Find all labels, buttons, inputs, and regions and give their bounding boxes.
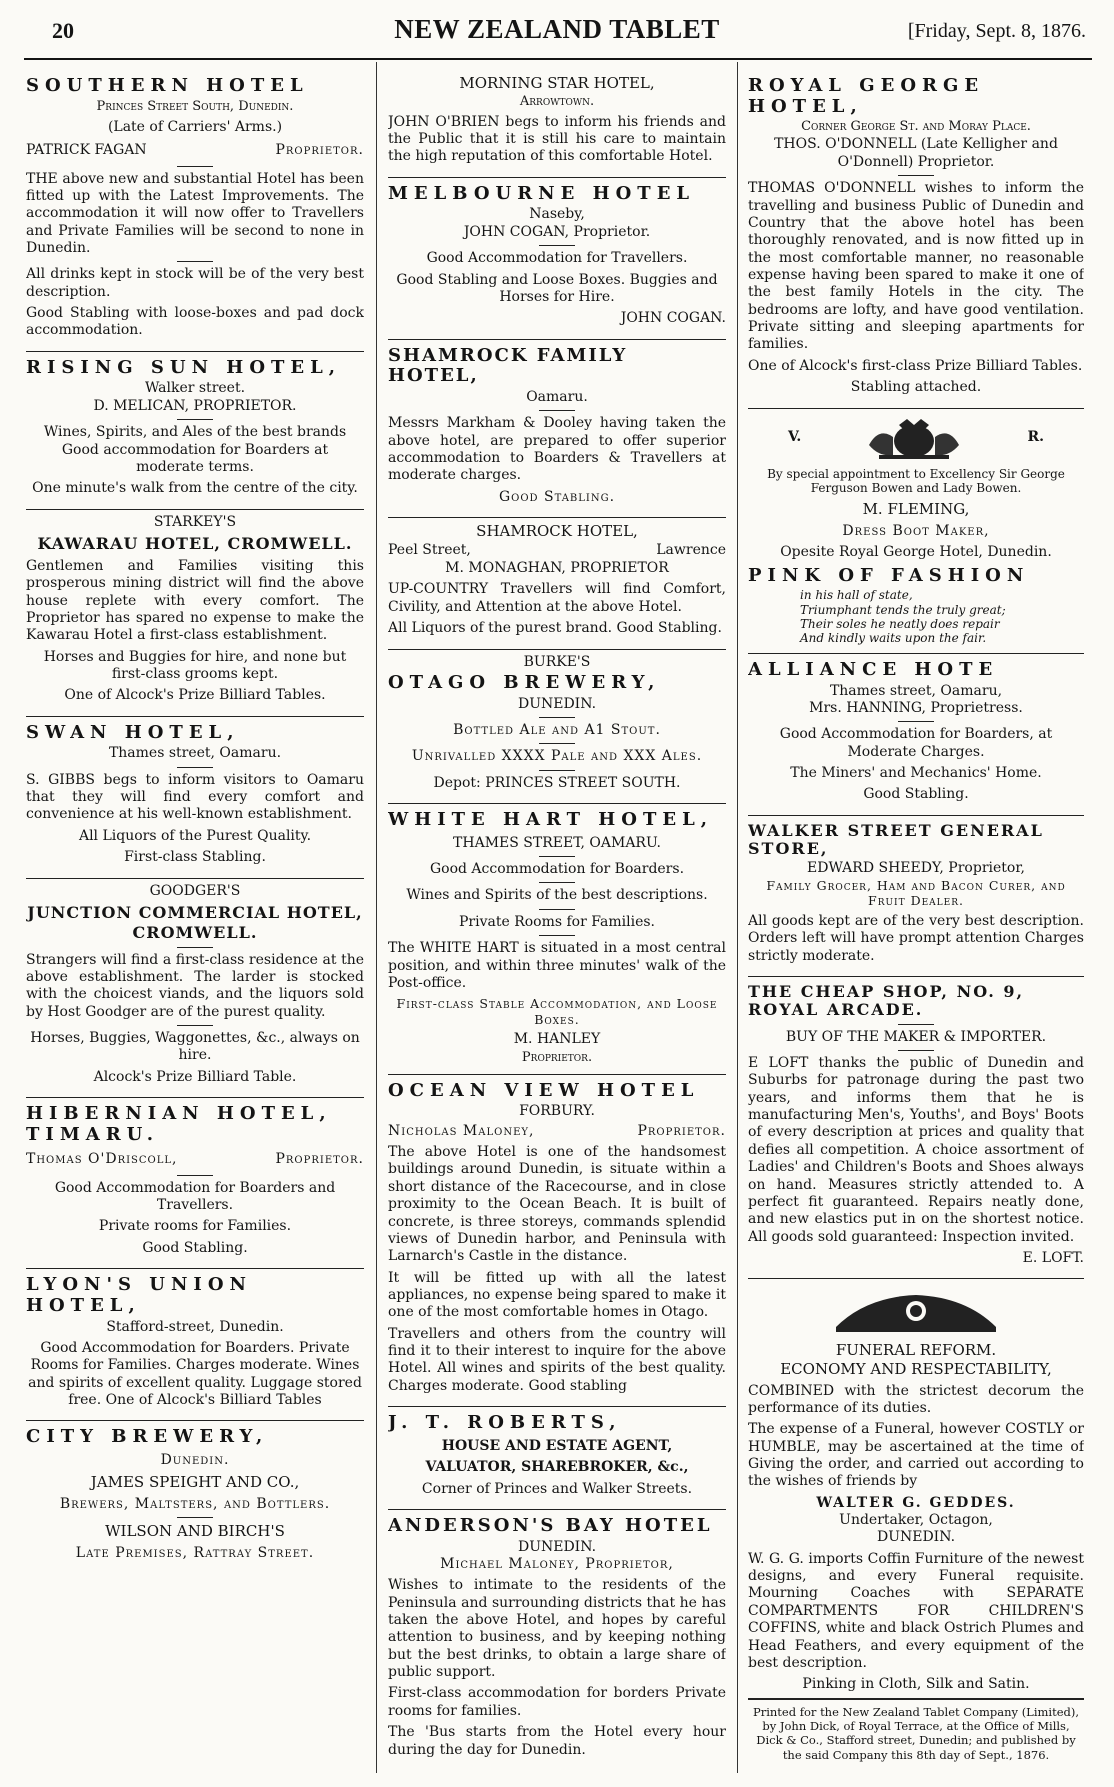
ad-depot: Depot: PRINCES STREET SOUTH. [433,774,681,791]
ad-paragraph: The expense of a Funeral, however COSTLY or HUMBLE, may be ascertained at the time of Giving the order, and carried out according to the wishes of friends by [748,1421,1084,1490]
ad-address: Thames street, Oamaru. [108,745,282,762]
divider [539,245,575,246]
ad-paragraph: Good Stabling. [863,786,969,803]
ad-paragraph: E LOFT thanks the public of Dunedin and Suburbs for patronage during the past two years, and informs them that he is manufacturing Men's, Youths', and Boys' Boots of every description at prices and quality that defies all competition. A choice assortment of Ladies' and Children's Boots and Shoes always on hand. Measures strictly attended to. A perfect fit guaranteed. Repairs neatly done, and new elastics put in on the shortest notice. All goods sold guaranteed: Inspection invited. [748,1055,1084,1245]
ad-paragraph: Good Accommodation for Boarders and Travellers. [54,1179,336,1214]
ad-title: HIBERNIAN HOTEL, TIMARU. [26,1103,332,1145]
divider [539,882,575,883]
ad-address: Walker street. [144,380,246,397]
ad-andersons-bay-hotel [388,1510,726,1770]
ad-name: M. FLEMING, [862,500,970,519]
verse-line: Triumphant tends the truly great; [800,602,1006,617]
ad-title: MORNING STAR HOTEL, [459,74,655,92]
ad-trade: Family Grocer, Ham and Bacon Curer, and Fruit Dealer. [766,877,1066,909]
divider [898,1050,934,1051]
ad-title: SWAN HOTEL, [26,721,240,743]
ad-location: DUNEDIN. [517,1538,597,1555]
ad-southern-hotel [26,70,364,352]
ad-paragraph: One of Alcock's first-class Prize Billiard Tables. [748,357,1083,374]
ad-swan-hotel [26,717,364,879]
ad-paragraph: Gentlemen and Families visiting this prosperous mining district will find the above house replete with every comfort. The Proprietor has spared no expense to make the Kawarau Hotel a first-class establishment. [26,557,364,644]
ad-paragraph: THOMAS O'DONNELL wishes to inform the travelling and business Public of Dunedin and Country that the above hotel has been thoroughly renovated, and is now fitted up in the most comfortable manner, no reasonable expense having been spared to make it one of the best family Hotels in the city. The bedrooms are lofty, and have good ventilation. Private sitting and sleeping apartments for families. [748,180,1084,353]
ad-name: WALTER G. GEDDES. [816,1494,1016,1511]
ad-cheap-shop [748,977,1084,1279]
ad-trade: Dress Boot Maker, [842,522,990,539]
ad-owner: GOODGER'S [149,882,241,899]
ad-location: DUNEDIN. [876,1529,956,1546]
ad-city-brewery [26,1421,364,1573]
ad-location: Oamaru. [526,389,588,405]
ad-shamrock-family-hotel [388,340,726,519]
verse-line: Their soles he neatly does repair [800,617,1000,632]
ad-title: OCEAN VIEW HOTEL [388,1079,700,1101]
proprietor-label: Proprietor. [275,142,364,159]
printer-imprint: Printed for the New Zealand Tablet Company (Limited), by John Dick, of Royal Terrace, at the Office of Mills, Dick & Co., Stafford street, Dunedin; and published by the said Company this 8th day of Sept., 1876. [748,1698,1084,1763]
divider [177,1025,213,1026]
ad-junction-hotel [26,879,364,1099]
ad-address: Thames street, Oamaru, [829,682,1003,699]
ad-address: Opesite Royal George Hotel, Dunedin. [780,544,1052,561]
ad-paragraph: All Liquors of the purest brand. Good Stabling. [388,620,722,637]
divider [539,717,575,718]
ad-paragraph: Good Accommodation for Travellers. [426,250,688,267]
ad-paragraph: The above Hotel is one of the handsomest buildings around Dunedin, is situate within a short distance of the Racecourse, and in close proximity to the Ocean Beach. It is built of concrete, is three storeys, commands splendid views of Dunedin harbor, and Peninsula with Larnarch's Castle in the distance. [388,1144,726,1265]
ad-location: DUNEDIN. [517,695,597,712]
column-1 [26,70,364,1773]
ad-m-fleming [748,409,1084,654]
ad-title: CITY BREWERY, [26,1426,269,1448]
ad-paragraph: THE above new and substantial Hotel has been fitted up with the Latest Improvements. The accommodation it will now offer to Travellers and Private Families will be second to none in Dunedin. [26,170,364,256]
ad-paragraph: One minute's walk from the centre of the city. [32,480,358,497]
ad-title: SHAMROCK FAMILY HOTEL, [388,344,628,387]
divider [177,1517,213,1518]
ad-lyons-union-hotel [26,1269,364,1421]
divider [539,743,575,744]
ad-location: Arrowtown. [519,93,595,109]
ad-paragraph: Good Stabling. [142,1239,248,1256]
ad-paragraph: Horses and Buggies for hire, and none but first-class grooms kept. [43,648,347,682]
ad-paragraph: Good Accommodation for Boarders. Private Rooms for Families. Charges moderate. Wines and spirits of excellent quality. Luggage stored free. One of Alcock's Billiard Tables [28,1339,362,1409]
ad-paragraph: The 'Bus starts from the Hotel every hour during the day for Dunedin. [388,1724,726,1758]
divider [177,419,213,420]
ad-paragraph: JOHN O'BRIEN begs to inform his friends and the Public that it is still his care to maintain the high reputation of this comfortable Hotel. [388,113,726,165]
ad-proprietor: Mrs. HANNING, Proprietress. [809,699,1023,716]
royal-warrant-row [748,413,1084,463]
ad-paragraph: Good Accommodation for Boarders. [429,861,685,878]
ad-paragraph: Wines and Spirits of the best descriptions. [406,887,708,904]
ad-address: Stafford-street, Dunedin. [106,1318,284,1335]
ad-paragraph: Horses, Buggies, Waggonettes, &c., always on hire. [30,1029,360,1064]
proprietor-label: Proprietor. [637,1122,726,1139]
ad-title: J. T. ROBERTS, [388,1412,622,1434]
ad-paragraph: First-class Stabling. [124,849,266,866]
ad-late: WILSON AND BIRCH'S [105,1522,285,1541]
ad-owner: STARKEY'S [153,513,237,530]
divider [177,261,213,262]
newspaper-title: NEW ZEALAND TABLET [394,14,720,44]
ad-paragraph: All goods kept are of the very best description. Orders left will have prompt attention Charges strictly moderate. [748,912,1084,964]
column-2 [388,70,726,1773]
ad-melbourne-hotel [388,178,726,340]
ad-title: WALKER STREET GENERAL STORE, [748,820,1044,859]
ad-signature: E. LOFT. [1022,1249,1084,1266]
ad-line: HOUSE AND ESTATE AGENT, [441,1437,673,1454]
proprietor-label: Proprietor. [521,1049,593,1065]
ad-appointment: By special appointment to Excellency Sir George Ferguson Bowen and Lady Bowen. [767,466,1065,496]
ad-kawarau-hotel [26,510,364,717]
ad-paragraph: Unrivalled XXXX Pale and XXX Ales. [411,748,703,765]
royal-crest-icon [859,415,969,461]
verse-line: And kindly waits upon the fair. [800,631,987,646]
ad-white-hart-hotel [388,804,726,1075]
ad-jt-roberts [388,1407,726,1510]
ad-paragraph: Strangers will find a first-class residence at the above establishment. The larder is stocked with the choicest viands, and the liquors sold by Host Goodger are of the purest quality. [26,951,364,1020]
ad-slogan: BUY OF THE MAKER & IMPORTER. [785,1028,1047,1045]
ad-trade: Brewers, Maltsters, and Bottlers. [59,1496,331,1513]
ad-paragraph: Alcock's Prize Billiard Table. [93,1068,297,1085]
hearse-ornament-icon [826,1287,1006,1337]
ad-title: RISING SUN HOTEL, [26,356,342,378]
ad-title: MELBOURNE HOTEL [388,182,696,204]
ad-address: Corner George St. and Moray Place. [801,119,1031,135]
ad-title: ALLIANCE HOTE [748,658,999,680]
ad-paragraph: Private rooms for Families. [98,1218,292,1235]
divider [898,175,934,176]
proprietor-name: PATRICK FAGAN [26,142,147,159]
ad-paragraph: Good Accommodation for Boarders, at Moderate Charges. [779,726,1053,760]
ad-firm: JAMES SPEIGHT AND CO., [90,1473,300,1492]
proprietor-name: Nicholas Maloney, [388,1122,535,1139]
proprietor-name: Thomas O'Driscoll, [26,1151,178,1168]
ad-rising-sun-hotel [26,352,364,510]
ad-title: WHITE HART HOTEL, [388,809,714,831]
issue-date: [Friday, Sept. 8, 1876. [907,20,1086,42]
ad-paragraph: Good Stabling. [498,488,616,505]
ad-paragraph: All Liquors of the Purest Quality. [78,827,312,844]
ad-royal-george-hotel [748,70,1084,409]
column-divider [376,62,377,1773]
ad-proprietor-row [26,142,364,159]
ad-paragraph: The WHITE HART is situated in a most central position, and within three minutes' walk of the Post-office. [388,940,726,991]
ad-paragraph: Bottled Ale and A1 Stout. [453,721,661,738]
divider [539,856,575,857]
ad-proprietor: D. MELICAN, PROPRIETOR. [93,397,297,414]
ad-paragraph: Good Stabling and Loose Boxes. Buggies and Horses for Hire. [396,271,718,305]
ad-paragraph: Stabling attached. [850,379,982,396]
ad-paragraph: Messrs Markham & Dooley having taken the above hotel, are prepared to offer superior accommodation to Boarders & Travellers at moderate charges. [388,415,726,484]
ad-paragraph: First-class Stable Accommodation, and Loose Boxes. [396,996,718,1027]
proprietor-label: Proprietor. [275,1151,364,1168]
column-divider [737,62,738,1773]
ad-address: Princes Street South, Dunedin. [96,98,294,114]
ad-alliance-hotel [748,654,1084,816]
ad-title: ROYAL GEORGE HOTEL, [748,75,985,117]
ad-proprietor-row [388,1123,726,1140]
divider [898,721,934,722]
ad-paragraph: The Miners' and Mechanics' Home. [790,764,1042,781]
ad-paragraph: Travellers and others from the country will find it to their interest to inquire for the above Hotel. All wines and spirits of the best quality. Charges moderate. Good stabling [388,1325,726,1394]
ad-note: (Late of Carriers' Arms.) [107,118,283,135]
ad-title: LYON'S UNION HOTEL, [26,1274,252,1316]
ad-location: FORBURY. [519,1103,595,1120]
ad-title: KAWARAU HOTEL, CROMWELL. [37,533,353,553]
divider [898,1024,934,1025]
ad-paragraph: Good Stabling with loose-boxes and pad dock accommodation. [26,305,364,339]
divider [177,166,213,167]
ad-proprietor: THOS. O'DONNELL (Late Kelligher and O'Donnell) Proprietor. [774,136,1058,170]
ad-morning-star-hotel [388,70,726,178]
ad-paragraph: W. G. G. imports Coffin Furniture of the newest designs, and every Funeral requisite. Mourning Coaches with SEPARATE COMPARTMENTS FOR CHILDREN'S COFFINS, white and black Ostrich Plumes and Head Feathers, and every equipment of the best description. [748,1550,1084,1671]
ad-paragraph: S. GIBBS begs to inform visitors to Oamaru that they will find every comfort and convenience at his well-known establishment. [26,771,364,823]
ad-street: Peel Street, [388,541,471,558]
ad-proprietor: JOHN COGAN, Proprietor. [463,223,651,240]
ad-paragraph: Pinking in Cloth, Silk and Satin. [802,1676,1030,1693]
ad-paragraph: First-class accommodation for borders Private rooms for families. [388,1685,726,1719]
ad-paragraph: One of Alcock's Prize Billiard Tables. [64,687,326,704]
ad-title: OTAGO BREWERY, [388,671,661,693]
ad-walker-street-store [748,816,1084,977]
proprietor-name: M. HANLEY [513,1031,601,1048]
ad-owner: BURKE'S [523,653,591,670]
ad-paragraph: All drinks kept in stock will be of the very best description. [26,266,364,300]
ad-line: Corner of Princes and Walker Streets. [421,1480,693,1497]
ad-subtitle: ECONOMY AND RESPECTABILITY, [780,1359,1052,1378]
ad-shamrock-hotel [388,518,726,649]
ad-funeral-reform [748,1279,1084,1769]
ad-hibernian-hotel [26,1098,364,1269]
divider [177,1175,213,1176]
divider [177,767,213,768]
ad-paragraph: Wines, Spirits, and Ales of the best brands Good accommodation for Boarders at moderate terms. [43,424,347,475]
ad-address-row [388,542,726,559]
verse-line: in his hall of state, [800,588,913,603]
verse [748,588,1084,646]
ad-proprietor-row [26,1151,364,1168]
ad-title: SHAMROCK HOTEL, [476,522,638,541]
ad-paragraph: COMBINED with the strictest decorum the performance of its duties. [748,1382,1084,1416]
ad-title: FUNERAL REFORM. [835,1341,997,1360]
ad-title: PINK OF FASHION [748,564,1030,586]
ad-title: THE CHEAP SHOP, NO. 9, ROYAL ARCADE. [748,981,1025,1020]
ad-proprietor: M. MONAGHAN, PROPRIETOR [445,560,669,577]
ad-title: JUNCTION COMMERCIAL HOTEL, CROMWELL. [27,902,363,942]
ad-ocean-view-hotel [388,1075,726,1407]
ad-paragraph: Wishes to intimate to the residents of the Peninsula and surrounding districts that he has taken the above Hotel, and hopes by careful attention to business, and by keeping nothing but the best drinks, to obtain a large share of public support. [388,1577,726,1681]
ad-proprietor: EDWARD SHEEDY, Proprietor, [807,860,1025,877]
ad-otago-brewery [388,650,726,804]
ad-paragraph: UP-COUNTRY Travellers will find Comfort, Civility, and Attention at the above Hotel. [388,581,726,615]
divider [539,410,575,411]
ad-proprietor: Michael Maloney, Proprietor, [440,1555,674,1572]
masthead [0,0,1114,62]
ad-paragraph: Private Rooms for Families. [458,913,655,930]
ad-premises: Late Premises, Rattray Street. [75,1544,315,1561]
divider [539,935,575,936]
ad-address: THAMES STREET, OAMARU. [453,834,661,851]
ad-paragraph: It will be fitted up with all the latest appliances, no expense being spared to make it one of the most comfortable homes in Otago. [388,1269,726,1321]
ad-title: ANDERSON'S BAY HOTEL [388,1514,713,1536]
ad-trade: Undertaker, Octagon, [839,1512,993,1529]
ad-signature: JOHN COGAN. [620,310,726,327]
ad-line: VALUATOR, SHAREBROKER, &c., [425,1459,689,1476]
masthead-rule [24,58,1092,60]
divider [177,947,213,948]
ad-location: Dunedin. [160,1452,230,1469]
ad-title: SOUTHERN HOTEL [26,75,309,96]
vr-letter-r: R. [1027,428,1044,445]
vr-letter-v: V. [788,428,802,445]
divider [539,770,575,771]
page-number: 20 [52,18,74,43]
divider [539,909,575,910]
column-3 [748,70,1084,1773]
ad-town: Lawrence [656,541,726,558]
ad-location: Naseby, [529,206,585,223]
